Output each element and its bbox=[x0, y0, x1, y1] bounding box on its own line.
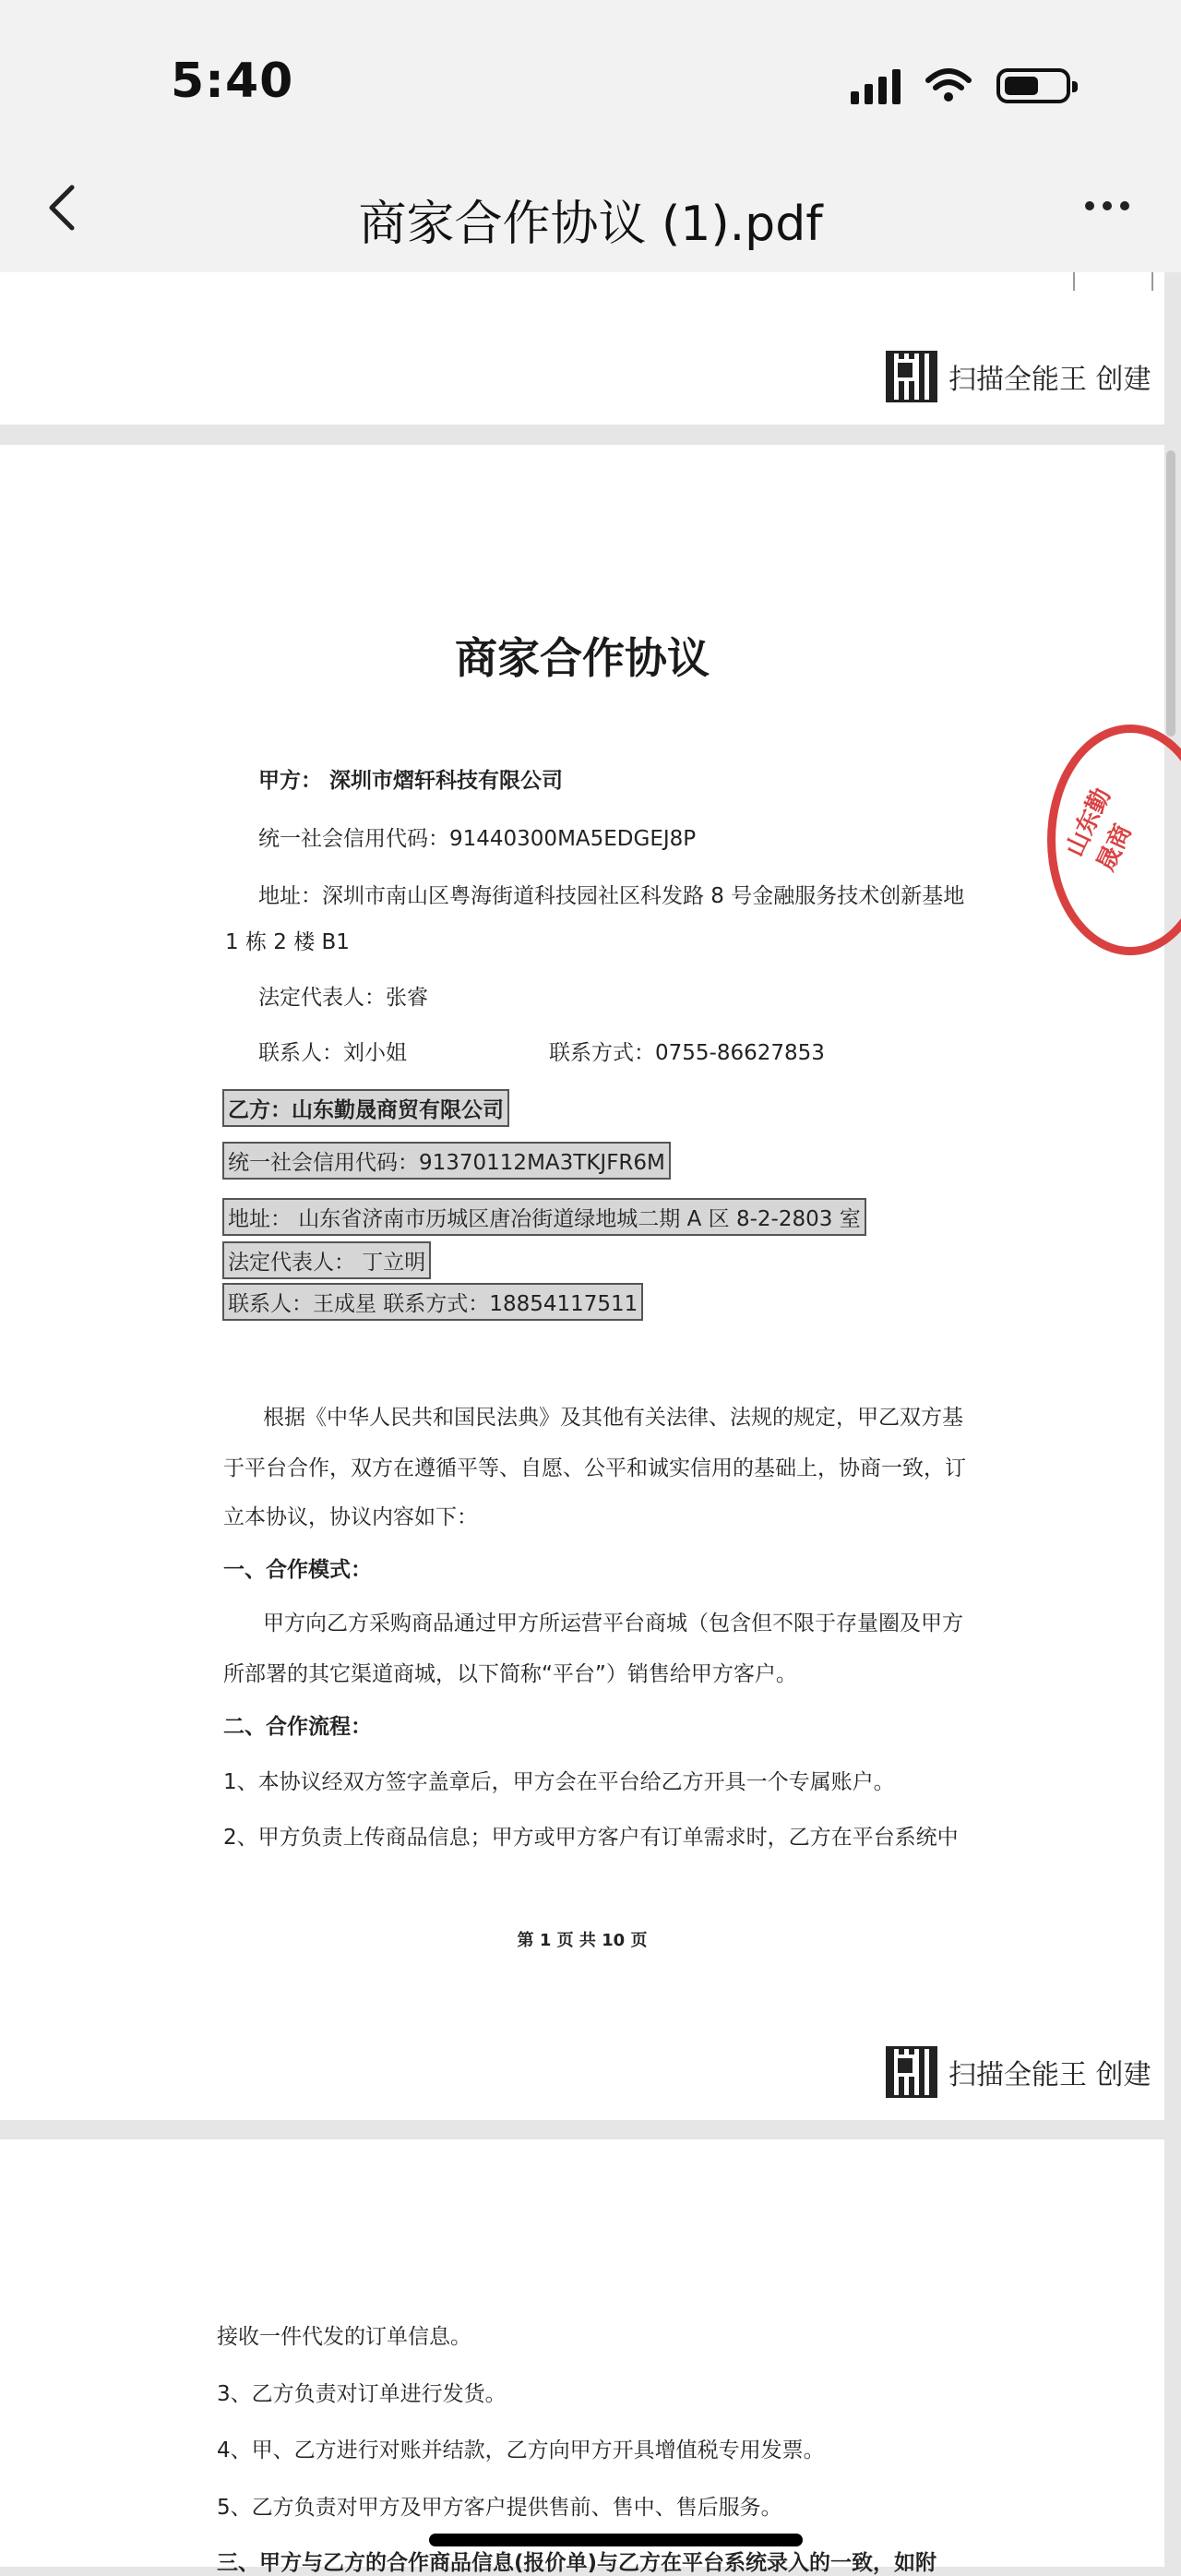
seal-text: 山东勤晟商 bbox=[1060, 784, 1138, 876]
page2-line-2: 3、乙方负责对订单进行发货。 bbox=[217, 2382, 507, 2406]
section-1-para-1: 甲方向乙方采购商品通过甲方所运营平台商城（包含但不限于存量圈及甲方 bbox=[263, 1611, 963, 1635]
signal-icon bbox=[851, 67, 901, 104]
section-2-heading: 二、合作流程： bbox=[223, 1715, 372, 1739]
intro-line-3: 立本协议，协议内容如下： bbox=[223, 1505, 478, 1529]
nav-bar bbox=[0, 148, 1181, 272]
intro-line-1: 根据《中华人民共和国民法典》及其他有关法律、法规的规定，甲乙双方基 bbox=[263, 1406, 963, 1430]
more-button[interactable] bbox=[1070, 183, 1144, 229]
party-a-address: 地址：深圳市南山区粤海街道科技园社区科发路 8 号金融服务技术创新基地 bbox=[258, 884, 965, 908]
intro-line-2: 于平台合作，双方在遵循平等、自愿、公平和诚实信用的基础上，协商一致，订 bbox=[223, 1456, 966, 1480]
page2-line-3: 4、甲、乙方进行对账并结款，乙方向甲方开具增值税专用发票。 bbox=[217, 2438, 825, 2462]
status-time: 5:40 bbox=[171, 54, 294, 109]
wifi-icon bbox=[925, 67, 972, 104]
pdf-page-previous bbox=[0, 272, 1164, 425]
party-b-contact: 联系人：王成星 联系方式：18854117511 bbox=[224, 1285, 641, 1319]
status-icons bbox=[851, 63, 1070, 109]
page2-line-1: 接收一件代发的订单信息。 bbox=[217, 2325, 471, 2349]
contract-title: 商家合作协议 bbox=[455, 633, 710, 683]
pdf-page-1 bbox=[0, 445, 1164, 2120]
page-number: 第 1 页 共 10 页 bbox=[517, 1931, 648, 1950]
party-b-address: 地址： 山东省济南市历城区唐冶街道绿地城二期 A 区 8-2-2803 室 bbox=[224, 1200, 865, 1234]
section-2-item-1: 1、本协议经双方签字盖章后，甲方会在平台给乙方开具一个专属账户。 bbox=[223, 1770, 895, 1794]
pdf-page-2 bbox=[0, 2139, 1164, 2575]
section-1-para-2: 所部署的其它渠道商城，以下简称“平台”）销售给甲方客户。 bbox=[223, 1662, 797, 1686]
party-a-phone: 联系方式：0755-86627853 bbox=[549, 1041, 825, 1065]
qr-code-icon bbox=[886, 2046, 937, 2098]
more-dots-icon bbox=[1085, 201, 1094, 210]
party-a-code: 统一社会信用代码：91440300MA5EDGEJ8P bbox=[258, 827, 697, 851]
party-b-code: 统一社会信用代码：91370112MA3TKJFR6M bbox=[224, 1144, 669, 1178]
home-indicator[interactable] bbox=[429, 2534, 803, 2546]
scanner-watermark: 扫描全能王 创建 bbox=[886, 2046, 1151, 2098]
battery-icon bbox=[996, 68, 1070, 103]
party-b-legal-rep: 法定代表人： 丁立明 bbox=[224, 1243, 429, 1277]
document-title: 商家合作协议 (1).pdf bbox=[358, 197, 823, 252]
section-1-heading: 一、合作模式： bbox=[223, 1558, 372, 1582]
party-a-contact: 联系人：刘小姐 bbox=[258, 1041, 407, 1065]
page2-line-4: 5、乙方负责对甲方及甲方客户提供售前、售中、售后服务。 bbox=[217, 2496, 782, 2520]
section-2-item-2: 2、甲方负责上传商品信息；甲方或甲方客户有订单需求时，乙方在平台系统中 bbox=[223, 1826, 959, 1850]
scanner-watermark: 扫描全能王 创建 bbox=[886, 351, 1151, 402]
party-a-address-cont: 1 栋 2 楼 B1 bbox=[225, 930, 350, 954]
qr-code-icon bbox=[886, 351, 937, 402]
party-b: 乙方：山东勤晟商贸有限公司 bbox=[224, 1091, 507, 1125]
party-a-legal-rep: 法定代表人：张睿 bbox=[258, 986, 428, 1010]
status-bar bbox=[0, 0, 1181, 148]
party-a: 甲方： 深圳市熠轩科技有限公司 bbox=[258, 769, 564, 793]
scrollbar[interactable] bbox=[1166, 450, 1175, 737]
page2-line-5: 三、甲方与乙方的合作商品信息(报价单)与乙方在平台系统录入的一致，如附 bbox=[217, 2551, 937, 2575]
